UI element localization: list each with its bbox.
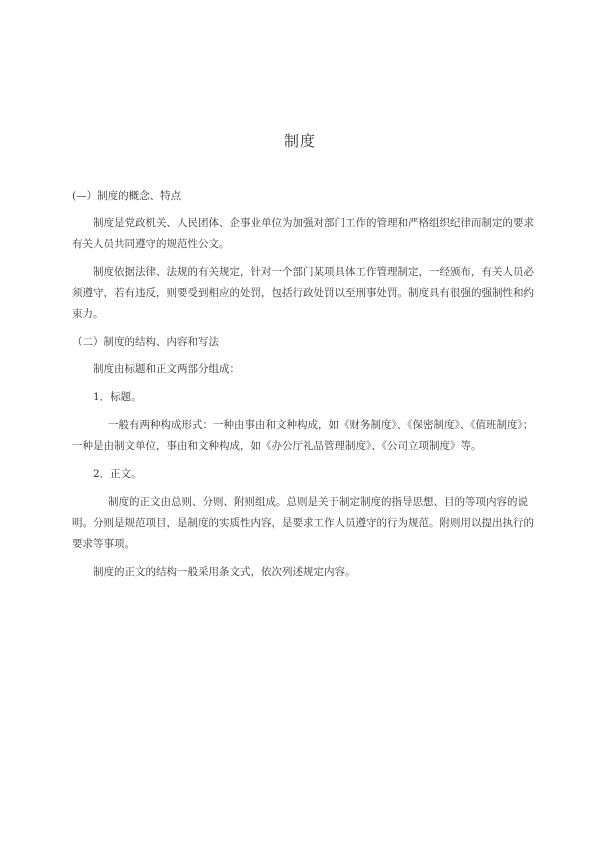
section-heading-concept: (—）制度的概念、特点 (72, 190, 182, 202)
paragraph-definition: 制度是党政机关、人民团体、企事业单位为加强对部门工作的管理和严格组织纪律而制定的要求有关人员共同遵守的规范性公文。 (72, 217, 534, 250)
document-title: 制度 (283, 132, 316, 150)
item-body-label: 2．正文。 (93, 468, 142, 480)
section-heading-structure: （二）制度的结构、内容和写法 (72, 336, 219, 348)
document-body (72, 186, 540, 590)
item-title-label: 1．标题。 (93, 391, 142, 403)
item-title-text: 一般有两种构成形式：一种由事由和文种构成，如《财务制度》、《保密制度》、《值班制度》；一种是由制文单位，事由和文种构成，如《办公厅礼品管理制度》、《公司立项制度》等。 (72, 419, 534, 452)
paragraph-closing: 制度的正文的结构一般采用条文式，依次列述规定内容。 (93, 566, 356, 578)
item-body-text: 制度的正文由总则、分则、附则组成。总则是关于制定制度的指导思想、目的等项内容的说明。分则是规范项目，是制度的实质性内容，是要求工作人员遵守的行为规范。附则用以提出执行的要求等事项。 (72, 496, 534, 550)
paragraph-characteristics: 制度依据法律、法规的有关规定，针对一个部门某项具体工作管理制定，一经颁布，有关人员必须遵守，若有违反，则要受到相应的处罚，包括行政处罚以至刑事处罚。制度具有很强的强制性和约束力。 (72, 266, 534, 320)
paragraph-structure-intro: 制度由标题和正文两部分组成： (93, 363, 240, 375)
